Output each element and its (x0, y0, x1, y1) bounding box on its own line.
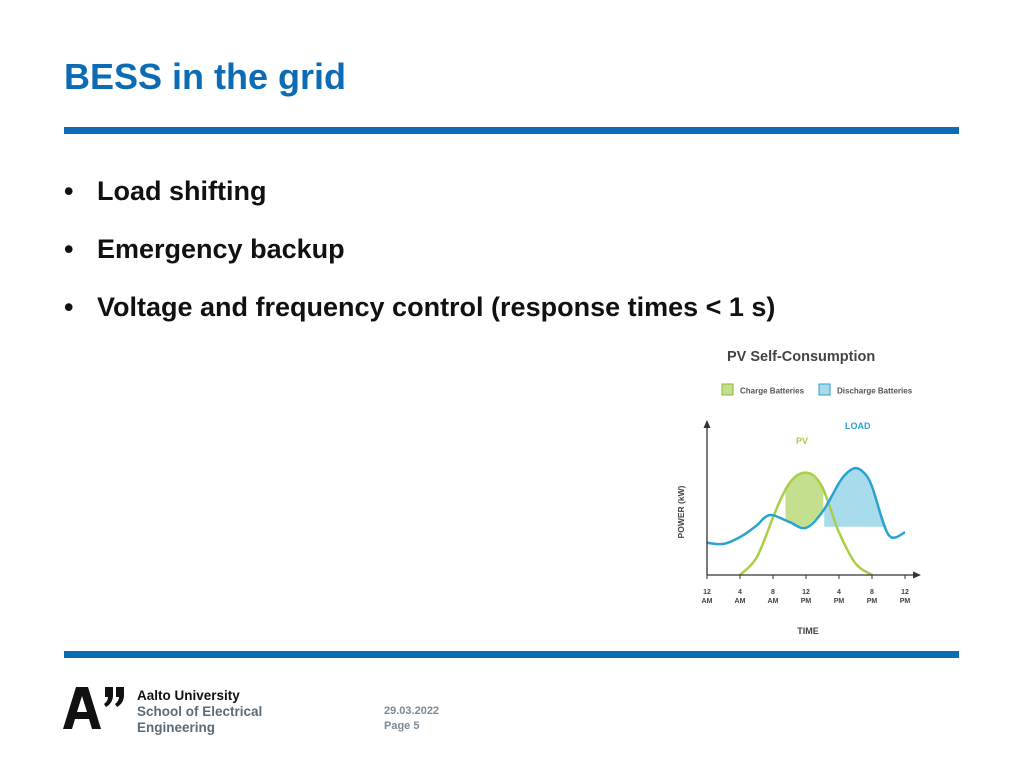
bullet-item (64, 234, 775, 292)
bullet-list (64, 176, 775, 350)
x-tick-label: PM (800, 598, 812, 605)
plot-area (702, 420, 921, 605)
series-label-pv: PV (796, 436, 809, 446)
slide-title: BESS in the grid (64, 56, 347, 97)
x-tick-label: 8 (870, 589, 874, 596)
series-label-load: LOAD (845, 421, 871, 431)
x-tick-label: 4 (738, 589, 742, 596)
x-tick-label: PM (833, 598, 845, 605)
x-tick-label: PM (866, 598, 878, 605)
y-axis-arrow (704, 420, 711, 428)
chart-title: PV Self-Consumption (727, 349, 876, 365)
x-tick-label: 8 (771, 589, 775, 596)
org-name: Aalto University (137, 688, 240, 703)
pv-self-consumption-chart (665, 340, 935, 640)
bullet-text: Emergency backup (97, 234, 345, 264)
x-tick-label: PM (899, 598, 911, 605)
bullet-text: Voltage and frequency control (response times < 1 s) (97, 292, 776, 322)
x-tick-label: 4 (837, 589, 841, 596)
bullet-marker: • (64, 176, 74, 206)
x-tick-label: AM (701, 598, 713, 605)
legend-swatch-discharge (819, 384, 830, 395)
footer-page-number: Page 5 (384, 720, 420, 732)
footer-date: 29.03.2022 (384, 705, 440, 717)
y-axis-label: POWER (kW) (676, 485, 686, 539)
legend-label-charge: Charge Batteries (740, 386, 805, 396)
title-divider (64, 127, 959, 134)
bullet-marker: • (64, 234, 74, 264)
legend-label-discharge: Discharge Batteries (837, 386, 913, 396)
footer-divider (64, 651, 959, 658)
school-name-line2: Engineering (137, 720, 216, 735)
bullet-marker: • (64, 292, 74, 322)
footer-organization (137, 688, 262, 736)
x-tick-label: 12 (703, 589, 711, 596)
footer-meta (384, 704, 439, 734)
school-name-line1: School of Electrical (137, 704, 263, 719)
x-tick-label: 12 (802, 589, 810, 596)
x-axis-label: TIME (797, 626, 819, 636)
bullet-text: Load shifting (97, 176, 267, 206)
x-tick-label: AM (734, 598, 746, 605)
x-axis-arrow (913, 572, 921, 579)
x-tick-label: 12 (901, 589, 909, 596)
aalto-logo-icon (63, 687, 127, 731)
bullet-item (64, 176, 775, 234)
legend-swatch-charge (722, 384, 733, 395)
x-tick-label: AM (767, 598, 779, 605)
